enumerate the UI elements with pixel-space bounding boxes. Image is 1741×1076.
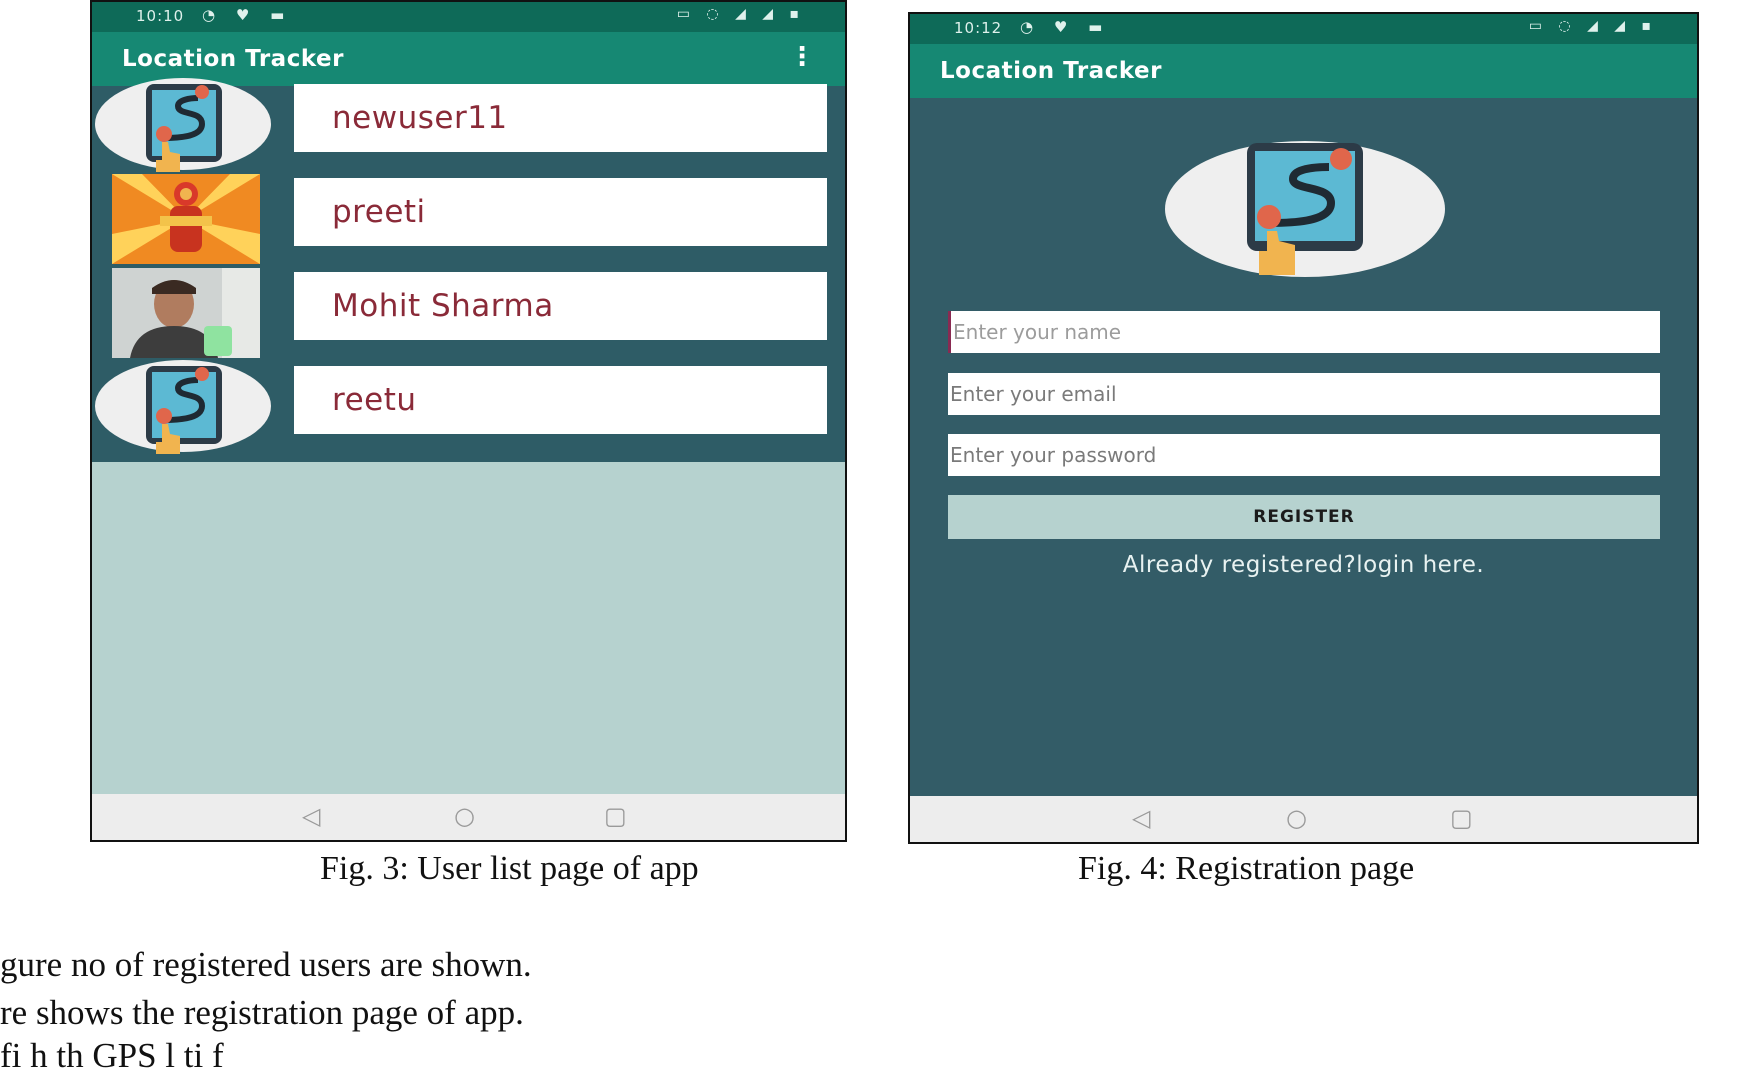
app-logo-icon [1163, 139, 1447, 279]
register-button[interactable]: REGISTER [948, 495, 1660, 539]
body-text-line: fi h th GPS l ti f [0, 1036, 224, 1075]
overflow-menu-icon[interactable]: ⋮ [789, 42, 815, 72]
username-label: reetu [294, 366, 827, 434]
deity-photo-icon [112, 174, 260, 264]
notification-icons: ◔ ♥ ▬ [1020, 18, 1111, 36]
app-title: Location Tracker [122, 46, 344, 72]
list-item[interactable] [92, 76, 845, 170]
system-status-icons: ▭ ◌ ◢ ◢ ▪ [1528, 18, 1657, 34]
app-logo [1163, 139, 1447, 279]
status-time: 10:12 [954, 19, 1003, 37]
status-time: 10:10 [136, 7, 185, 25]
registration-screen [908, 12, 1699, 844]
status-bar [92, 2, 845, 32]
body-text-line: gure no of registered users are shown. [0, 945, 532, 984]
user-list [92, 86, 845, 462]
username-label: newuser11 [294, 84, 827, 152]
list-item[interactable] [92, 264, 845, 358]
list-item[interactable] [92, 170, 845, 264]
app-bar [910, 44, 1697, 98]
status-bar [910, 14, 1697, 44]
username-label: Mohit Sharma [294, 272, 827, 340]
system-status-icons: ▭ ◌ ◢ ◢ ▪ [676, 6, 805, 22]
password-field[interactable]: Enter your password [948, 434, 1660, 476]
notification-icons: ◔ ♥ ▬ [202, 6, 293, 24]
login-link[interactable]: Already registered?login here. [1122, 552, 1485, 578]
app-logo-icon [94, 76, 274, 172]
recents-icon[interactable]: ▢ [604, 802, 627, 830]
back-icon[interactable]: ◁ [302, 802, 321, 830]
system-nav-bar [910, 796, 1697, 842]
avatar [94, 76, 274, 168]
recents-icon[interactable]: ▢ [1450, 804, 1473, 832]
avatar [94, 170, 274, 262]
user-list-screen [90, 0, 847, 842]
body-text-line: re shows the registration page of app. [0, 993, 524, 1032]
email-field[interactable]: Enter your email [948, 373, 1660, 415]
app-logo-icon [94, 358, 274, 454]
app-title: Location Tracker [940, 58, 1162, 84]
figure-caption: Fig. 3: User list page of app [320, 850, 699, 887]
username-label: preeti [294, 178, 827, 246]
list-item[interactable] [92, 358, 845, 452]
back-icon[interactable]: ◁ [1132, 804, 1151, 832]
name-field[interactable]: Enter your name [948, 311, 1660, 353]
person-photo-icon [112, 268, 260, 358]
home-icon[interactable]: ○ [1286, 804, 1307, 832]
home-icon[interactable]: ○ [454, 802, 475, 830]
avatar [94, 358, 274, 450]
avatar [94, 264, 274, 356]
figure-caption: Fig. 4: Registration page [1078, 850, 1415, 887]
system-nav-bar [92, 794, 845, 840]
